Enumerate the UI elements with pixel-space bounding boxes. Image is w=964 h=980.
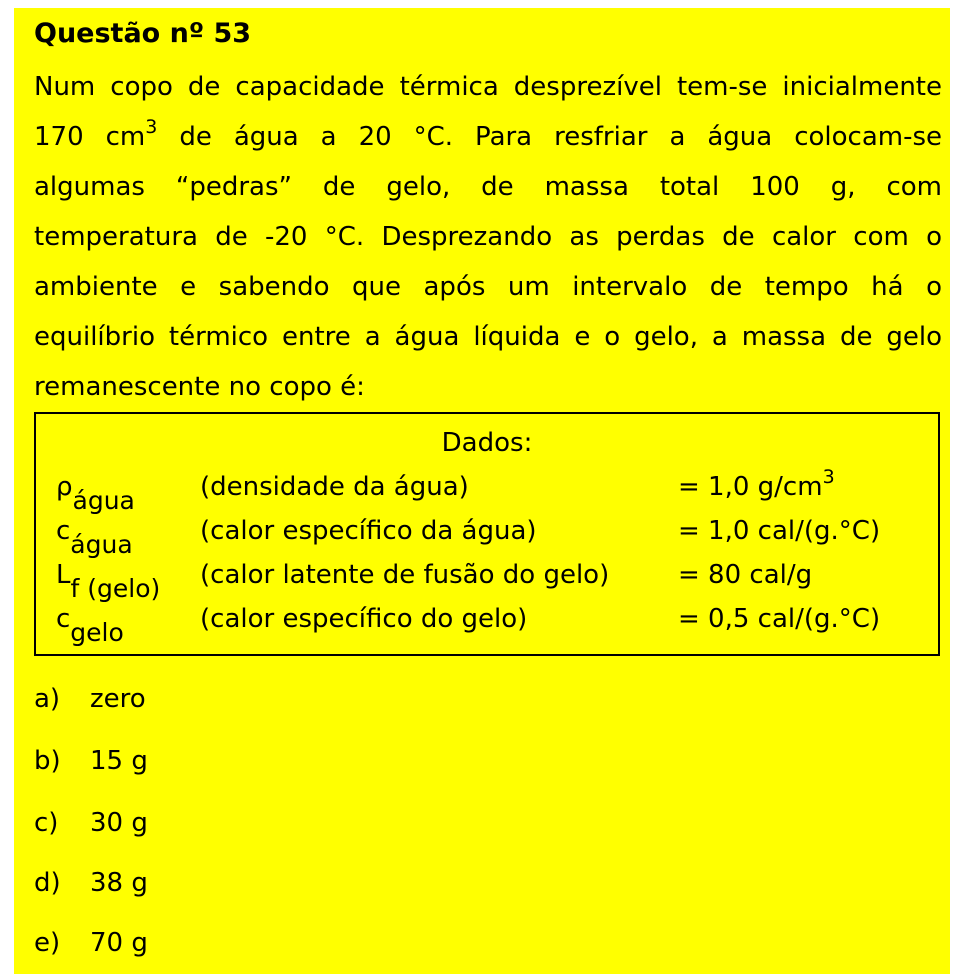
- option-text: zero: [90, 684, 146, 714]
- data-row-latent-heat: [36, 560, 938, 604]
- option-d[interactable]: [34, 868, 148, 898]
- option-letter: c): [34, 808, 59, 838]
- description: (calor específico do gelo): [200, 604, 528, 634]
- value-exponent: 3: [822, 466, 835, 488]
- statement-line: ambiente e sabendo que após um intervalo de tempo há o: [34, 272, 942, 302]
- question-title: Questão nº 53: [34, 18, 252, 49]
- value: = 1,0 cal/(g.°C): [678, 516, 881, 546]
- statement-line: algumas “pedras” de gelo, de massa total 100 g, com: [34, 172, 942, 202]
- option-letter: a): [34, 684, 61, 714]
- option-text: 30 g: [90, 808, 148, 838]
- option-text: 15 g: [90, 746, 148, 776]
- option-a[interactable]: [34, 684, 146, 714]
- option-c[interactable]: [34, 808, 148, 838]
- statement-line: remanescente no copo é:: [34, 372, 365, 402]
- data-box-title: Dados:: [441, 428, 533, 458]
- data-row-density: [36, 466, 938, 516]
- symbol-subscript: gelo: [70, 618, 124, 647]
- data-row-ice-specific-heat: [36, 604, 938, 648]
- symbol: Lf (gelo): [56, 560, 161, 603]
- option-b[interactable]: [34, 746, 148, 776]
- statement-text: de água a 20 °C. Para resfriar a água colocam-se: [157, 122, 943, 152]
- symbol-subscript: f (gelo): [70, 574, 161, 603]
- question-card: [14, 8, 950, 974]
- symbol: cgelo: [56, 604, 124, 647]
- description: (calor latente de fusão do gelo): [200, 560, 610, 590]
- question-statement: [34, 62, 942, 412]
- description: (densidade da água): [200, 472, 469, 502]
- symbol-subscript: água: [70, 530, 133, 559]
- volume-value: 170 cm: [34, 122, 146, 152]
- statement-line: Num copo de capacidade térmica desprezível tem-se inicialmente: [34, 72, 942, 102]
- value: = 80 cal/g: [678, 560, 813, 590]
- option-e[interactable]: [34, 928, 148, 958]
- option-text: 38 g: [90, 868, 148, 898]
- option-text: 70 g: [90, 928, 148, 958]
- value: = 0,5 cal/(g.°C): [678, 604, 881, 634]
- symbol: ρágua: [56, 472, 135, 515]
- value: = 1,0 $g/cm^3$: [678, 466, 835, 502]
- volume-exponent: 3: [145, 116, 158, 138]
- symbol: cágua: [56, 516, 133, 559]
- statement-line: [34, 112, 942, 162]
- data-row-water-specific-heat: [36, 516, 938, 560]
- description: (calor específico da água): [200, 516, 537, 546]
- option-letter: b): [34, 746, 61, 776]
- statement-line: temperatura de -20 °C. Desprezando as perdas de calor com o: [34, 222, 942, 252]
- symbol-subscript: água: [72, 486, 135, 515]
- option-letter: d): [34, 868, 61, 898]
- option-letter: e): [34, 928, 61, 958]
- data-box: [34, 412, 940, 656]
- statement-line: equilíbrio térmico entre a água líquida e o gelo, a massa de gelo: [34, 322, 942, 352]
